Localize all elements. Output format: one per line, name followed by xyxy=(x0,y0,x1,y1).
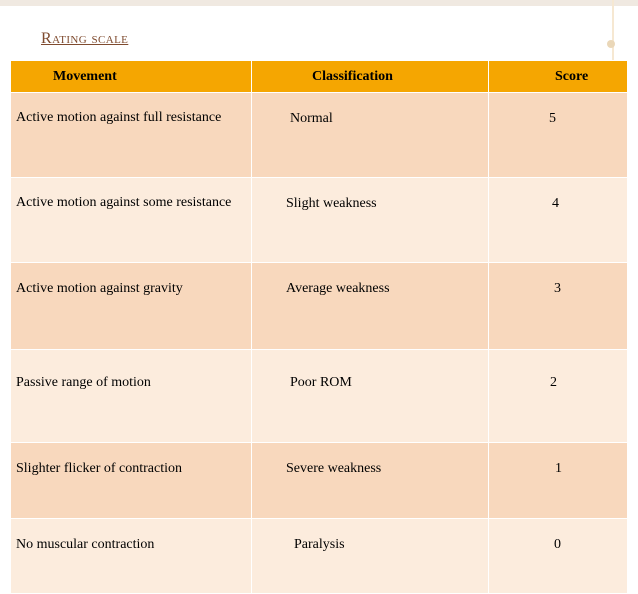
slide-top-border xyxy=(0,0,638,6)
classification-cell: Severe weakness xyxy=(252,443,489,519)
classification-cell: Normal xyxy=(252,93,489,178)
table-row xyxy=(11,350,628,443)
score-cell: 5 xyxy=(489,93,628,178)
table-header-row xyxy=(11,61,628,93)
table-row xyxy=(11,519,628,594)
classification-cell: Poor ROM xyxy=(252,350,489,443)
score-cell: 1 xyxy=(489,443,628,519)
table-row xyxy=(11,263,628,350)
score-cell: 0 xyxy=(489,519,628,594)
classification-cell: Paralysis xyxy=(252,519,489,594)
slide-decoration-dot xyxy=(607,40,615,48)
header-score: Score xyxy=(489,61,628,93)
table-row xyxy=(11,93,628,178)
movement-cell: No muscular contraction xyxy=(11,519,252,594)
movement-cell: Slighter flicker of contraction xyxy=(11,443,252,519)
movement-cell: Passive range of motion xyxy=(11,350,252,443)
classification-cell: Average weakness xyxy=(252,263,489,350)
classification-cell: Slight weakness xyxy=(252,178,489,263)
score-cell: 4 xyxy=(489,178,628,263)
score-cell: 2 xyxy=(489,350,628,443)
movement-cell: Active motion against gravity xyxy=(11,263,252,350)
header-movement: Movement xyxy=(11,61,252,93)
table-row xyxy=(11,178,628,263)
score-cell: 3 xyxy=(489,263,628,350)
slide-title: Rating scale xyxy=(41,30,129,47)
header-classification: Classification xyxy=(252,61,489,93)
table-row xyxy=(11,443,628,519)
movement-cell: Active motion against full resistance xyxy=(11,93,252,178)
rating-scale-table xyxy=(10,60,628,594)
movement-cell: Active motion against some resistance xyxy=(11,178,252,263)
